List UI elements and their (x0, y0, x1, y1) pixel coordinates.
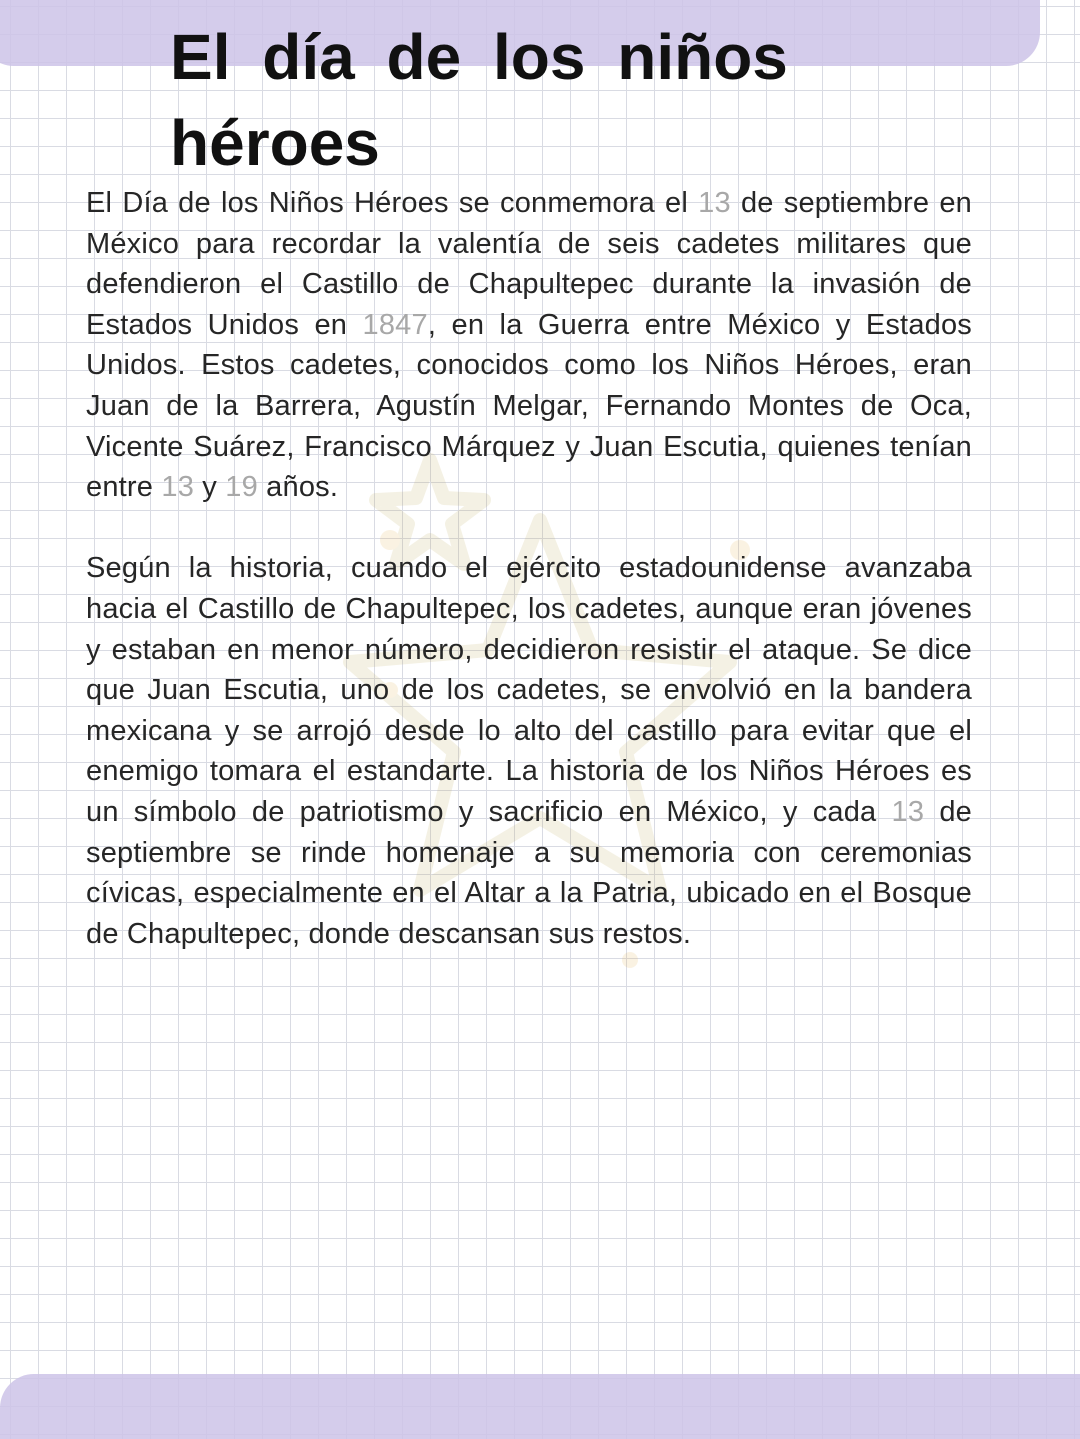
number-13: 13 (698, 187, 731, 219)
text-segment: El Día de los Niños Héroes se conmemora el (86, 187, 699, 219)
page-title: El día de los niños héroes (170, 21, 788, 179)
text-segment: de septiembre se rinde homenaje a su memoria con ceremonias cívicas, especialmente en el Altar a la Patria, ubicado en el Bosque de Chapultepec, donde descansan sus restos. (86, 795, 972, 950)
text-segment: Según la historia, cuando el ejército estadounidense avanzaba hacia el Castillo de Chapultepec, los cadetes, aunque eran jóvenes y estaban en menor número, decidieron resistir el ataque. Se dice que Juan Escutia, uno de los cadetes, se envolvió en la bandera mexicana y se arrojó desde lo alto del castillo para evitar que el enemigo tomara el estandarte. La historia de los Niños Héroes es un símbolo de patriotismo y sacrificio en México, y cada (86, 552, 972, 828)
article-body (86, 183, 972, 954)
number-13: 13 (891, 795, 925, 828)
text-segment: y (194, 471, 226, 504)
number-19: 19 (225, 471, 258, 504)
bottom-decorative-banner (0, 1374, 1080, 1439)
number-13: 13 (161, 471, 195, 504)
number-1847: 1847 (362, 308, 428, 341)
text-segment: de septiembre en México para recordar la valentía de seis cadetes militares que defendieron el Castillo de Chapultepec durante la invasión de Estados Unidos en (86, 187, 972, 341)
text-segment: años. (257, 471, 339, 504)
paragraph-2 (86, 548, 972, 954)
text-segment: , en la Guerra entre México y Estados Unidos. Estos cadetes, conocidos como los Niños Héroes, eran Juan de la Barrera, Agustín Melgar, Fernando Montes de Oca, Vicente Suárez, Francisco Márquez y Juan Escutia, quienes tenían entre (86, 308, 973, 504)
paragraph-1 (86, 183, 972, 508)
